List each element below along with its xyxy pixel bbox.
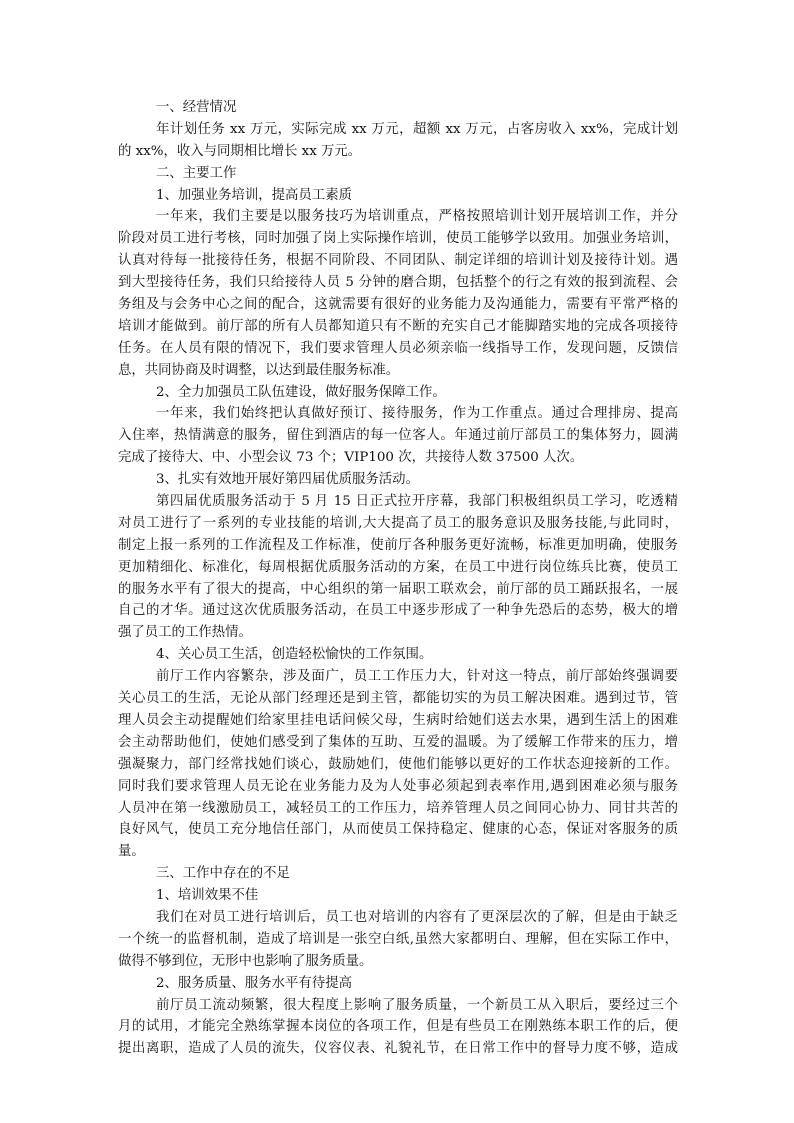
paragraph-first-line: 前厅员工流动频繁，很大程度上影响了服务质量，一个新员工从入职后，要经过三个 — [156, 997, 678, 1013]
paragraph-line: 提出离职，造成了人员的流失，仪容仪表、礼貌礼节，在日常工作中的督导力度不够，造成 — [118, 1041, 678, 1057]
paragraph-last-line: 息，共同协商及时调整，以达到最佳服务标准。 — [118, 362, 400, 378]
paragraph-line: 同时我们要求管理人员无论在业务能力及为人处事必须起到表率作用,遇到困难必须与服务 — [118, 778, 678, 794]
paragraph-last-line: 的 xx%，收入与同期相比增长 xx 万元。 — [118, 143, 362, 159]
paragraph-line: 更加精细化、标准化，每周根据优质服务活动的方案，在员工中进行岗位练兵比赛，使员工 — [118, 559, 678, 575]
paragraph-last-line: 量。 — [118, 844, 145, 860]
paragraph-line: 一个统一的监督机制，造成了培训是一张空白纸,虽然大家都明白、理解，但在实际工作中， — [118, 931, 678, 947]
paragraph-line: 关心员工的生活，无论从部门经理还是到主管，都能切实的为员工解决困难。遇到过节，管 — [118, 691, 678, 707]
paragraph-first-line: 第四届优质服务活动于 5 月 15 日正式拉开序幕，我部门积极组织员工学习，吃透精 — [156, 494, 678, 510]
paragraph-line: 培训才能做到。前厅部的所有人员都知道只有不断的充实自己才能脚踏实地的完成各项接待 — [118, 318, 678, 334]
subsection-heading: 2、全力加强员工队伍建设，做好服务保障工作。 — [156, 384, 446, 400]
paragraph-line: 认真对待每一批接待任务，根据不同阶段、不同团队、制定详细的培训计划及接待计划。遇 — [118, 253, 678, 269]
document-body — [118, 97, 678, 1060]
section-heading: 二、主要工作 — [156, 165, 237, 181]
subsection-heading: 4、关心员工生活，创造轻松愉快的工作氛围。 — [156, 647, 433, 663]
paragraph-line: 人员冲在第一线激励员工，减轻员工的工作压力，培养管理人员之间同心协力、同甘共苦的 — [118, 800, 678, 816]
subsection-heading: 1、培训效果不佳 — [156, 888, 259, 904]
paragraph-line: 入住率，热情满意的服务，留住到酒店的每一位客人。年通过前厅部员工的集体努力，圆满 — [118, 428, 678, 444]
paragraph-line: 强凝聚力，部门经常找她们谈心，鼓励她们，使他们能够以更好的工作状态迎接新的工作。 — [118, 756, 678, 772]
paragraph-line: 会主动帮助他们，使她们感受到了集体的互助、互爱的温暖。为了缓解工作带来的压力，增 — [118, 734, 678, 750]
section-heading: 一、经营情况 — [156, 100, 237, 115]
paragraph-line: 务组及与会务中心之间的配合，这就需要有很好的业务能力及沟通能力，需要有平常严格的 — [118, 297, 678, 313]
paragraph-line: 理人员会主动提醒她们给家里挂电话问候父母，生病时给她们送去水果，遇到生活上的困难 — [118, 712, 678, 728]
subsection-heading: 2、服务质量、服务水平有待提高 — [156, 975, 352, 991]
paragraph-last-line: 做得不够到位，无形中也影响了服务质量。 — [118, 953, 373, 969]
paragraph-first-line: 年计划任务 xx 万元，实际完成 xx 万元，超额 xx 万元，占客房收入 xx%，完成计划 — [156, 121, 678, 137]
paragraph-line: 月的试用，才能完全熟练掌握本岗位的各项工作，但是有些员工在刚熟练本职工作的后，便 — [118, 1019, 678, 1035]
paragraph-line: 阶段对员工进行考核，同时加强了岗上实际操作培训，使员工能够学以致用。加强业务培训， — [118, 231, 678, 247]
paragraph-first-line: 前厅工作内容繁杂，涉及面广，员工工作压力大，针对这一特点，前厅部始终强调要 — [156, 669, 678, 685]
section-heading: 三、工作中存在的不足 — [156, 866, 290, 882]
paragraph-line: 自己的才华。通过这次优质服务活动，在员工中逐步形成了一种争先恐后的态势，极大的增 — [118, 603, 678, 619]
paragraph-first-line: 一年来，我们主要是以服务技巧为培训重点，严格按照培训计划开展培训工作，并分 — [156, 209, 678, 225]
paragraph-line: 的服务水平有了很大的提高，中心组织的第一届职工联欢会，前厅部的员工踊跃报名，一展 — [118, 581, 678, 597]
subsection-heading: 3、扎实有效地开展好第四届优质服务活动。 — [156, 472, 419, 488]
paragraph-first-line: 我们在对员工进行培训后，员工也对培训的内容有了更深层次的了解，但是由于缺乏 — [156, 909, 678, 925]
subsection-heading: 1、加强业务培训，提高员工素质 — [156, 187, 352, 203]
paragraph-line: 对员工进行了一系列的专业技能的培训,大大提高了员工的服务意识及服务技能,与此同时， — [118, 515, 678, 531]
paragraph-line: 制定上报一系列的工作流程及工作标准，使前厅各种服务更好流畅，标准更加明确，使服务 — [118, 537, 678, 553]
paragraph-line: 良好风气，使员工充分地信任部门，从而使员工保持稳定、健康的心态，保证对客服务的质 — [118, 822, 678, 838]
paragraph-last-line: 完成了接待大、中、小型会议 73 个；VIP100 次，共接待人数 37500 人次。 — [118, 450, 584, 466]
paragraph-first-line: 一年来，我们始终把认真做好预订、接待服务，作为工作重点。通过合理排房、提高 — [156, 406, 678, 422]
paragraph-last-line: 强了员工的工作热情。 — [118, 625, 252, 641]
paragraph-line: 任务。在人员有限的情况下，我们要求管理人员必须亲临一线指导工作，发现问题，反馈信 — [118, 340, 678, 356]
paragraph-line: 到大型接待任务，我们只给接待人员 5 分钟的磨合期，包括整个的行之有效的报到流程、会 — [118, 275, 678, 291]
